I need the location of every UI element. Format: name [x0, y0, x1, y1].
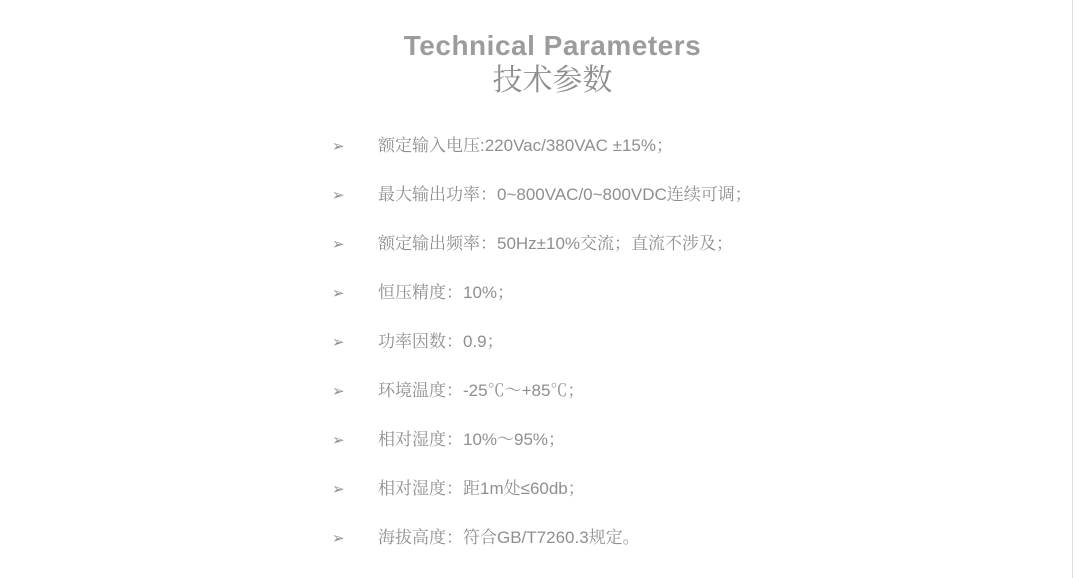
parameter-list-item: [332, 171, 773, 220]
arrow-bullet-icon: ➢: [332, 285, 345, 302]
parameter-text: 相对湿度：10%～95%；: [378, 430, 566, 450]
arrow-bullet-icon: ➢: [332, 187, 345, 204]
parameter-text: 额定输入电压:220Vac/380VAC ±15%；: [378, 136, 673, 156]
parameter-list-item: [332, 514, 773, 563]
parameter-list-item: [332, 367, 773, 416]
parameter-list-item: [332, 220, 773, 269]
arrow-bullet-icon: ➢: [332, 236, 345, 253]
parameter-text: 海拔高度：符合GB/T7260.3规定。: [378, 528, 640, 548]
parameter-list: [332, 122, 773, 563]
parameter-list-item: [332, 122, 773, 171]
parameter-text: 恒压精度：10%；: [378, 283, 515, 303]
arrow-bullet-icon: ➢: [332, 138, 345, 155]
parameter-text: 最大输出功率：0~800VAC/0~800VDC连续可调；: [378, 185, 752, 205]
parameter-text: 功率因数：0.9；: [378, 332, 504, 352]
page-title-chinese: 技术参数: [492, 64, 613, 97]
content-column: [332, 0, 773, 563]
parameter-list-item: [332, 416, 773, 465]
arrow-bullet-icon: ➢: [332, 334, 345, 351]
parameter-text: 额定输出频率：50Hz±10%交流；直流不涉及；: [378, 234, 734, 254]
parameter-list-item: [332, 318, 773, 367]
parameter-text: 环境温度：-25℃～+85℃；: [378, 381, 585, 401]
arrow-bullet-icon: ➢: [332, 432, 345, 449]
parameter-list-item: [332, 465, 773, 514]
parameter-text: 相对湿度：距1m处≤60db；: [378, 479, 585, 499]
arrow-bullet-icon: ➢: [332, 530, 345, 547]
arrow-bullet-icon: ➢: [332, 383, 345, 400]
parameter-list-item: [332, 269, 773, 318]
page-title-english: Technical Parameters: [403, 30, 702, 61]
arrow-bullet-icon: ➢: [332, 481, 345, 498]
right-edge-divider: [1072, 0, 1073, 578]
